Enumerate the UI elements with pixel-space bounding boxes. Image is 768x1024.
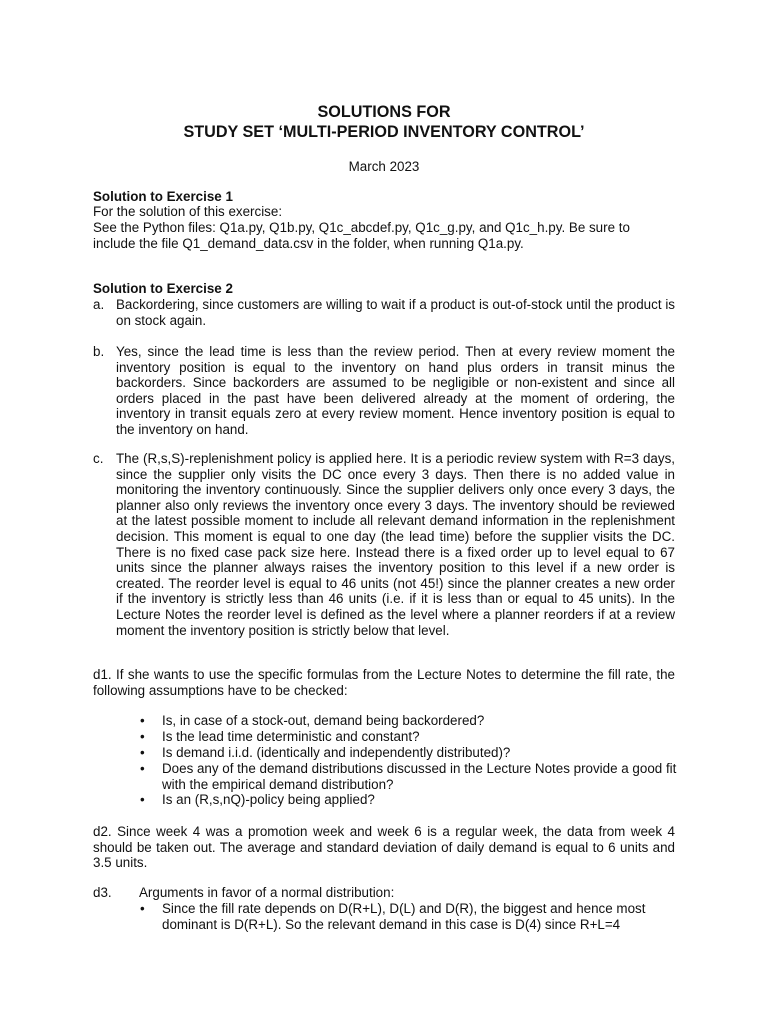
answer-d3-label: d3. (93, 885, 112, 900)
answer-b (93, 344, 675, 438)
d1-bullet-4-text: Does any of the demand distributions discussed in the Lecture Notes provide a good fit with the empirical demand distribution? (162, 761, 677, 792)
d1-bullet-1 (140, 713, 680, 729)
answer-b-text: Yes, since the lead time is less than the review period. Then at every review moment the inventory position is equal to the inventory on hand plus orders in transit minus the backorders. Since backorders are assumed to be negligible or non-existent and since all orders placed in the past have been delivered already at the moment of ordering, the inventory in transit equals zero at every review moment. Hence inventory position is equal to the inventory on hand. (116, 344, 675, 437)
exercise-2-heading: Solution to Exercise 2 (93, 281, 233, 296)
d1-bullet-3-text: Is demand i.i.d. (identically and independently distributed)? (162, 745, 511, 760)
exercise-1-heading: Solution to Exercise 1 (93, 189, 233, 204)
d1-bullet-4 (140, 761, 680, 792)
d1-bullet-5-text: Is an (R,s,nQ)-policy being applied? (162, 792, 375, 807)
d1-bullet-2-text: Is the lead time deterministic and constant? (162, 729, 420, 744)
answer-d2-text: d2. Since week 4 was a promotion week and week 6 is a regular week, the data from week 4 should be taken out. The average and standard deviation of daily demand is equal to 6 units and 3.5 units. (93, 824, 675, 871)
exercise-1-line-2: See the Python files: Q1a.py, Q1b.py, Q1c_abcdef.py, Q1c_g.py, and Q1c_h.py. Be sure to include the file Q1_demand_data.csv in the folder, when running Q1a.py. (93, 220, 630, 251)
answer-d3 (93, 885, 683, 901)
answer-a-text: Backordering, since customers are willing to wait if a product is out-of-stock until the product is on stock again. (116, 297, 675, 328)
answer-a (93, 297, 675, 328)
bullet-icon: • (140, 901, 145, 916)
exercise-1-line-1: For the solution of this exercise: (93, 204, 283, 219)
answer-b-label: b. (93, 344, 105, 359)
bullet-icon: • (140, 792, 145, 807)
answer-c-label: c. (93, 451, 104, 466)
d3-bullet-1 (140, 901, 680, 932)
bullet-icon: • (140, 713, 145, 728)
d1-bullet-1-text: Is, in case of a stock-out, demand being backordered? (162, 713, 485, 728)
answer-a-label: a. (93, 297, 105, 312)
d1-bullet-2 (140, 729, 680, 745)
answer-d3-heading: Arguments in favor of a normal distribution: (139, 885, 395, 900)
document-date: March 2023 (348, 159, 420, 174)
answer-d1-intro: d1. If she wants to use the specific formulas from the Lecture Notes to determine the fill rate, the following assumptions have to be checked: (93, 667, 675, 698)
d1-bullet-5 (140, 792, 680, 808)
title-line-1: SOLUTIONS FOR (317, 103, 451, 121)
answer-c (93, 451, 675, 638)
title-line-2: STUDY SET ‘MULTI-PERIOD INVENTORY CONTROL’ (183, 123, 585, 141)
bullet-icon: • (140, 745, 145, 760)
bullet-icon: • (140, 761, 145, 776)
answer-c-text: The (R,s,S)-replenishment policy is applied here. It is a periodic review system with R=3 days, since the supplier only visits the DC once every 3 days. Then there is no added value in monitoring the inventory continuously. Since the supplier delivers only once every 3 days, the planner also only reviews the inventory once every 3 days. The inventory should be reviewed at the latest possible moment to include all relevant demand information in the replenishment decision. This moment is equal to one day (the lead time) before the supplier visits the DC. There is no fixed case pack size here. Instead there is a fixed order up to level equal to 67 units since the planner always raises the inventory position to this level if a new order is created. The reorder level is equal to 46 units (not 45!) since the planner creates a new order if the inventory is strictly less than 46 units (i.e. if it is less than or equal to 45 units). In the Lecture Notes the reorder level is defined as the level where a planner reorders if at a review moment the inventory position is strictly below that level. (116, 451, 675, 638)
d3-bullet-1-text: Since the fill rate depends on D(R+L), D(L) and D(R), the biggest and hence most dominant is D(R+L). So the relevant demand in this case is D(4) since R+L=4 (162, 901, 646, 932)
d1-bullet-3 (140, 745, 680, 761)
bullet-icon: • (140, 729, 145, 744)
